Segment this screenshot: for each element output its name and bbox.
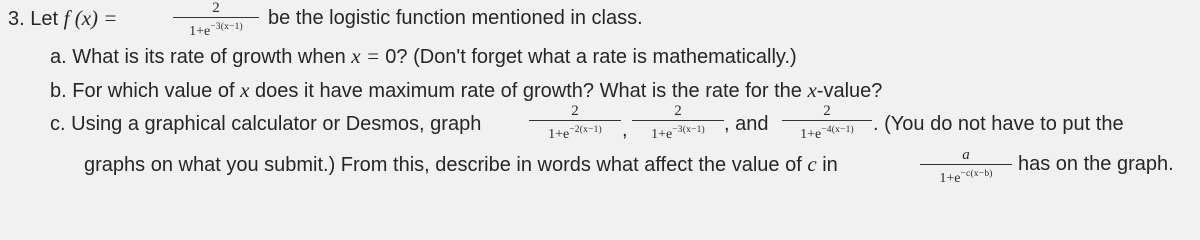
part-b-math2: x [807, 78, 817, 102]
part-b-math1: x [240, 78, 250, 102]
part-b-text3: -value? [816, 80, 883, 102]
intro-rest: be the logistic function mentioned in class. [268, 7, 643, 29]
part-b-text1: For which value of [72, 80, 241, 102]
graph-fraction-k3: 2 $1+e^{-3(x-1)}$ [632, 104, 724, 143]
part-a-label: a. [50, 46, 67, 68]
part-c-text3: graphs on what you submit.) From this, describe in words what affect the value of [84, 154, 808, 176]
intro-let: Let [30, 8, 59, 30]
part-c-text2: . (You do not have to put the [873, 113, 1124, 135]
problem-intro [8, 6, 117, 31]
part-c-line2 [84, 152, 838, 177]
graph-fraction-k2: 2 $1+e^{-2(x-1)}$ [529, 104, 621, 143]
function-lhs: f (x) = [63, 6, 118, 30]
part-a-text2: 0? (Don't forget what a rate is mathematically.) [385, 46, 797, 68]
part-c-label: c. [50, 113, 66, 135]
logistic-function-fraction [173, 1, 259, 40]
general-logistic-fraction: a $1+e^{-c(x-b)}$ [920, 148, 1012, 187]
fraction-numerator: 2 [212, 0, 220, 16]
graph-fraction-k4: 2 $1+e^{-4(x-1)}$ [782, 104, 872, 143]
part-b [50, 78, 882, 103]
part-a [50, 44, 797, 69]
separator-2: , and [724, 113, 769, 135]
part-c-math-c: c [807, 152, 817, 176]
part-c-line1 [50, 112, 481, 136]
part-a-text1: What is its rate of growth when [72, 46, 352, 68]
part-b-label: b. [50, 80, 67, 102]
part-c-text1: Using a graphical calculator or Desmos, graph [71, 113, 482, 135]
separator-1: , [622, 119, 628, 141]
fraction-denominator: $1+e^{-3(x-1)}$ [189, 22, 243, 40]
part-b-text2: does it have maximum rate of growth? What is the rate for the [249, 80, 808, 102]
part-c-text5: has on the graph. [1018, 153, 1174, 175]
part-c-text4: in [816, 154, 838, 176]
part-a-math: x = [351, 44, 386, 68]
problem-number: 3. [8, 8, 25, 30]
